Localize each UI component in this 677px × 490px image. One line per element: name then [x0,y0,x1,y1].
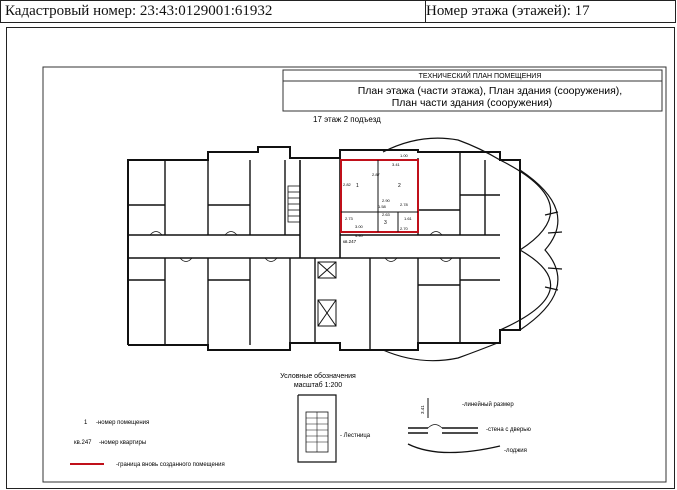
legend-linear-text: -линейный размер [462,402,514,408]
curved-bay [500,160,562,330]
dim-2: 2.87 [372,172,380,177]
legend-dimension-sample: 3.41 [420,405,425,414]
dim-1: 2.82 [343,182,351,187]
dim-7: 1.61 [404,216,412,221]
corridor-walls [128,158,500,258]
legend-title: Условные обозначения [280,373,356,380]
legend-scale: масштаб 1:200 [293,382,343,389]
legend-loggia-text: -лоджия [504,448,527,454]
dim-8: 2.78 [400,202,408,207]
room-label-1: 1 [356,183,359,189]
legend-room-number-text: -номер помещения [96,420,150,426]
apartment-number: кв.247 [343,239,357,244]
dim-10: 2.63 [382,212,390,217]
legend-loggia-icon [408,444,500,453]
legend-door-wall [408,425,478,434]
dim-6: 4.40 [355,233,363,238]
new-premises-boundary [341,160,418,232]
dim-11: 1.00 [400,153,408,158]
legend-apartment-symbol: кв.247 [74,440,92,446]
premises-partitions [341,160,418,232]
room-label-2: 2 [398,183,401,189]
legend-boundary-text: -граница вновь созданного помещения [116,462,225,468]
dim-5: 3.00 [355,224,363,229]
room-label-3: 3 [384,220,387,226]
dim-3: 3.41 [392,162,400,167]
legend-stair-icon [298,395,336,462]
building-walls [128,147,520,350]
dim-13: 2.90 [382,198,390,203]
plan-title-line1: План этажа (части этажа), План здания (сооружения), [357,85,623,97]
dim-9: 2.70 [400,226,408,231]
upper-partitions [128,152,500,235]
elevator-core [318,262,336,326]
legend-apartment-text: -номер квартиры [99,440,147,446]
cadastral-number: Кадастровый номер: 23:43:0129001:61932 [1,1,426,22]
lower-partitions [128,258,500,350]
dim-4: 2.73 [345,216,353,221]
floor-caption: 17 этаж 2 подъезд [313,115,381,124]
floor-number: Номер этажа (этажей): 17 [426,3,590,19]
upper-stair [288,186,300,222]
door-marks [150,232,452,262]
plan-title-line2: План части здания (сооружения) [391,97,553,109]
legend-door-text: -стена с дверью [486,427,531,433]
legend-stair-text: - Лестница [340,433,371,439]
tech-plan-title: ТЕХНИЧЕСКИЙ ПЛАН ПОМЕЩЕНИЯ [418,73,542,80]
loggia-arcs [383,138,500,361]
dim-12: 1.58 [378,204,386,209]
legend-room-number-symbol: 1 [84,420,88,426]
